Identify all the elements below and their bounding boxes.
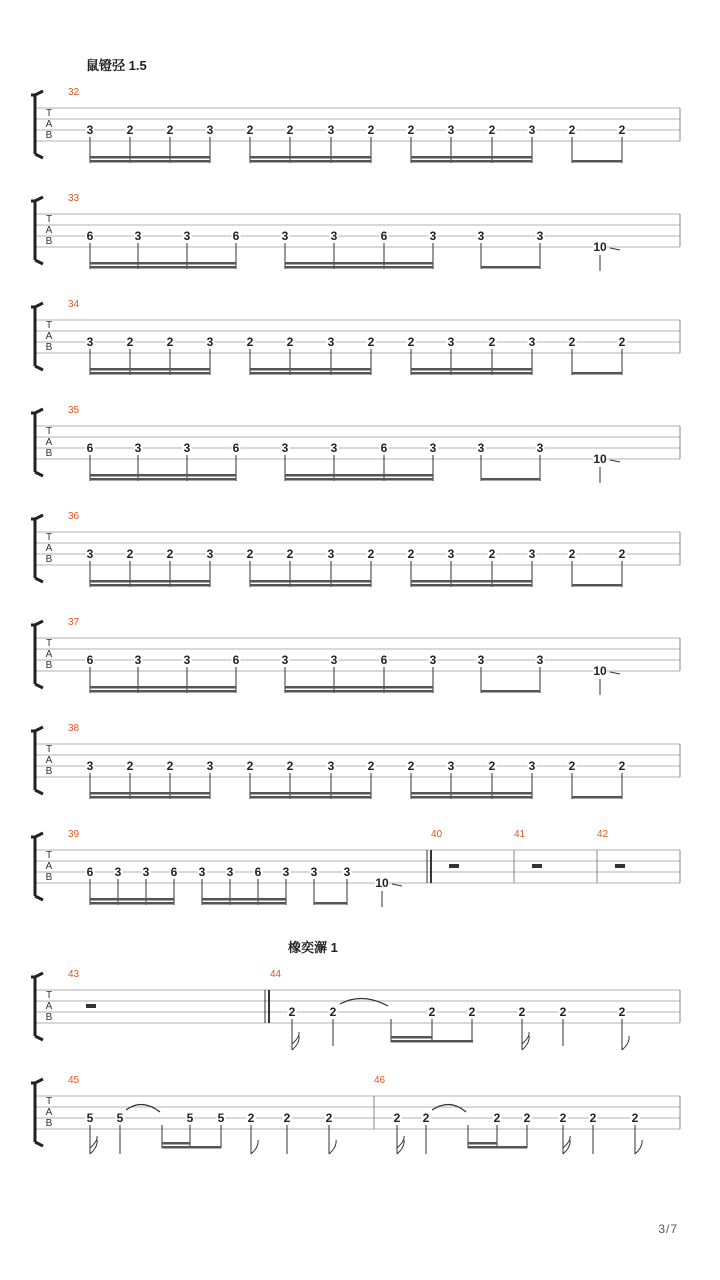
fret-number: 3 [429,653,437,667]
fret-number: 3 [206,335,214,349]
measure-number: 43 [68,969,80,980]
fret-number: 2 [618,547,626,561]
beam [285,478,433,481]
fret-number: 3 [281,441,289,455]
fret-number: 6 [232,653,240,667]
beam [314,902,347,905]
tab-clef-letter: T [45,990,53,1001]
fret-number: 2 [166,759,174,773]
fret-number: 3 [327,547,335,561]
beam [90,156,210,159]
tab-clef-letter: T [45,214,53,225]
tab-clef-letter: B [45,236,53,247]
beam [481,690,540,693]
fret-number: 10 [375,876,389,890]
fret-number: 2 [422,1111,430,1125]
system-bracket [31,307,43,370]
beam [90,372,210,375]
beam [162,1146,221,1149]
fret-number: 3 [134,229,142,243]
beam [411,368,532,371]
beam [90,796,210,799]
fret-number: 2 [283,1111,291,1125]
tab-clef-letter: T [45,320,53,331]
tab-clef-letter: B [45,872,53,883]
fret-number: 2 [367,335,375,349]
tab-clef-letter: A [45,861,53,872]
beam [250,580,371,583]
tab-clef-letter: T [45,850,53,861]
measure-number: 41 [514,829,526,840]
measure-number: 44 [270,969,282,980]
tie-arc [126,1104,160,1112]
beam [90,686,236,689]
fret-number: 2 [618,1005,626,1019]
fret-number: 6 [254,865,262,879]
beam [250,368,371,371]
fret-number: 3 [86,123,94,137]
fret-number: 2 [166,123,174,137]
system-bracket [35,727,43,731]
measure-number: 37 [68,617,80,628]
fret-number: 3 [134,653,142,667]
beam [90,898,174,901]
beam [391,1036,432,1039]
system-bracket [31,95,43,158]
beam [285,262,433,265]
fret-number: 2 [166,335,174,349]
fret-number: 3 [528,547,536,561]
fret-number: 2 [325,1111,333,1125]
beam [202,898,286,901]
tab-clef-letter: B [45,766,53,777]
fret-number: 3 [198,865,206,879]
beam [572,796,622,799]
beam [90,584,210,587]
note-flag [329,1140,336,1154]
beam [411,156,532,159]
whole-rest [615,864,625,868]
fret-number: 3 [330,653,338,667]
fret-number: 2 [367,547,375,561]
fret-number: 3 [330,229,338,243]
beam [285,266,433,269]
fret-number: 2 [488,759,496,773]
system-bracket [35,973,43,977]
tab-clef-letter: T [45,1096,53,1107]
beam [250,160,371,163]
fret-number: 6 [170,865,178,879]
fret-number: 2 [393,1111,401,1125]
fret-number: 2 [407,335,415,349]
slide-mark [610,248,620,250]
tab-clef-letter: A [45,649,53,660]
beam [285,686,433,689]
fret-number: 3 [310,865,318,879]
fret-number: 3 [183,653,191,667]
tab-clef-letter: B [45,554,53,565]
system-bracket [35,515,43,519]
tab-clef-letter: B [45,1012,53,1023]
fret-number: 2 [568,759,576,773]
fret-number: 2 [518,1005,526,1019]
system-bracket [31,413,43,476]
tab-clef-letter: T [45,108,53,119]
fret-number: 10 [593,452,607,466]
fret-number: 2 [488,547,496,561]
beam [90,478,236,481]
fret-number: 2 [568,335,576,349]
tab-clef-letter: A [45,755,53,766]
fret-number: 3 [183,229,191,243]
fret-number: 2 [488,123,496,137]
fret-number: 3 [86,547,94,561]
fret-number: 6 [86,229,94,243]
tab-clef-letter: B [45,130,53,141]
whole-rest [449,864,459,868]
fret-number: 6 [86,653,94,667]
beam [411,160,532,163]
beam [411,372,532,375]
beam [90,160,210,163]
tab-clef-letter: A [45,119,53,130]
section-label-1: 鼠镫弪 1.5 [86,58,147,73]
beam [90,580,210,583]
fret-number: 3 [206,547,214,561]
fret-number: 2 [468,1005,476,1019]
fret-number: 3 [183,441,191,455]
beam [285,474,433,477]
fret-number: 3 [536,653,544,667]
fret-number: 3 [528,335,536,349]
fret-number: 6 [232,229,240,243]
tab-clef-letter: B [45,660,53,671]
fret-number: 2 [166,547,174,561]
tab-clef-letter: A [45,1001,53,1012]
beam [411,792,532,795]
fret-number: 2 [559,1005,567,1019]
fret-number: 3 [327,759,335,773]
fret-number: 2 [631,1111,639,1125]
fret-number: 2 [589,1111,597,1125]
beam [90,474,236,477]
fret-number: 2 [126,759,134,773]
slide-mark [610,460,620,462]
fret-number: 2 [286,759,294,773]
fret-number: 3 [536,229,544,243]
fret-number: 10 [593,240,607,254]
slide-mark [610,672,620,674]
beam [481,478,540,481]
fret-number: 2 [247,1111,255,1125]
fret-number: 3 [343,865,351,879]
beam [572,160,622,163]
measure-number: 34 [68,299,80,310]
beam [162,1142,190,1145]
tab-clef-letter: B [45,342,53,353]
beam [250,792,371,795]
fret-number: 3 [281,229,289,243]
fret-number: 3 [282,865,290,879]
fret-number: 2 [286,123,294,137]
system-bracket [35,833,43,837]
beam [90,690,236,693]
fret-number: 3 [536,441,544,455]
tab-clef-letter: A [45,543,53,554]
beam [250,796,371,799]
fret-number: 2 [246,547,254,561]
tab-clef-letter: B [45,448,53,459]
fret-number: 2 [126,123,134,137]
tab-clef-letter: A [45,225,53,236]
system-bracket [35,197,43,201]
beam [572,372,622,375]
measure-number: 45 [68,1075,80,1086]
beam [202,902,286,905]
fret-number: 2 [488,335,496,349]
fret-number: 3 [114,865,122,879]
fret-number: 3 [330,441,338,455]
fret-number: 2 [367,123,375,137]
system-bracket [31,977,43,1040]
fret-number: 2 [286,547,294,561]
fret-number: 2 [407,547,415,561]
fret-number: 6 [380,229,388,243]
fret-number: 3 [477,229,485,243]
fret-number: 2 [568,123,576,137]
measure-number: 40 [431,829,443,840]
system-bracket [35,1079,43,1083]
fret-number: 10 [593,664,607,678]
measure-number: 36 [68,511,80,522]
system-bracket [35,303,43,307]
fret-number: 5 [186,1111,194,1125]
measure-number: 46 [374,1075,386,1086]
measure-number: 33 [68,193,80,204]
fret-number: 3 [477,653,485,667]
whole-rest [532,864,542,868]
fret-number: 2 [329,1005,337,1019]
tab-clef-letter: A [45,331,53,342]
beam [90,262,236,265]
fret-number: 2 [493,1111,501,1125]
measure-number: 35 [68,405,80,416]
fret-number: 3 [327,123,335,137]
fret-number: 6 [86,441,94,455]
fret-number: 2 [126,547,134,561]
fret-number: 2 [618,335,626,349]
tab-clef-letter: B [45,1118,53,1129]
fret-number: 2 [407,123,415,137]
fret-number: 3 [447,123,455,137]
measure-number: 42 [597,829,609,840]
fret-number: 2 [288,1005,296,1019]
tie-arc [340,998,388,1006]
tab-clef-letter: T [45,638,53,649]
fret-number: 3 [86,759,94,773]
fret-number: 3 [447,335,455,349]
fret-number: 6 [380,441,388,455]
system-bracket [31,201,43,264]
note-flag [622,1036,629,1050]
fret-number: 2 [559,1111,567,1125]
beam [391,1040,473,1043]
fret-number: 6 [380,653,388,667]
fret-number: 3 [142,865,150,879]
fret-number: 3 [477,441,485,455]
tab-clef-letter: T [45,532,53,543]
beam [90,902,174,905]
fret-number: 2 [246,759,254,773]
tie-arc [432,1104,466,1112]
beam [411,584,532,587]
beam [468,1142,497,1145]
measure-number: 38 [68,723,80,734]
fret-number: 6 [86,865,94,879]
beam [90,792,210,795]
fret-number: 2 [367,759,375,773]
fret-number: 2 [246,335,254,349]
beam [481,266,540,269]
fret-number: 2 [523,1111,531,1125]
note-flag [635,1140,642,1154]
system-bracket [31,625,43,688]
tab-clef-letter: A [45,1107,53,1118]
fret-number: 3 [134,441,142,455]
fret-number: 6 [232,441,240,455]
beam [285,690,433,693]
fret-number: 5 [86,1111,94,1125]
whole-rest [86,1004,96,1008]
fret-number: 3 [528,123,536,137]
fret-number: 3 [86,335,94,349]
fret-number: 2 [428,1005,436,1019]
page-number: 3/7 [658,1222,678,1236]
measure-number: 32 [68,87,80,98]
system-bracket [31,731,43,794]
note-flag [251,1140,258,1154]
beam [468,1146,527,1149]
system-bracket [35,409,43,413]
fret-number: 2 [286,335,294,349]
fret-number: 3 [447,759,455,773]
slide-mark [392,884,402,886]
beam [250,372,371,375]
fret-number: 3 [429,229,437,243]
system-bracket [31,519,43,582]
fret-number: 3 [447,547,455,561]
fret-number: 3 [226,865,234,879]
fret-number: 2 [126,335,134,349]
fret-number: 2 [618,123,626,137]
measure-number: 39 [68,829,80,840]
fret-number: 3 [206,759,214,773]
system-bracket [35,621,43,625]
beam [90,266,236,269]
fret-number: 2 [618,759,626,773]
beam [250,584,371,587]
section-label-2: 橡奕澥 1 [288,940,338,955]
fret-number: 2 [568,547,576,561]
fret-number: 2 [407,759,415,773]
beam [90,368,210,371]
system-bracket [31,837,43,900]
tab-clef-letter: T [45,426,53,437]
beam [250,156,371,159]
fret-number: 2 [246,123,254,137]
tab-clef-letter: T [45,744,53,755]
system-bracket [31,1083,43,1146]
beam [572,584,622,587]
fret-number: 3 [206,123,214,137]
tab-clef-letter: A [45,437,53,448]
fret-number: 3 [528,759,536,773]
fret-number: 3 [281,653,289,667]
fret-number: 5 [116,1111,124,1125]
beam [411,796,532,799]
fret-number: 3 [327,335,335,349]
fret-number: 3 [429,441,437,455]
beam [411,580,532,583]
system-bracket [35,91,43,95]
fret-number: 5 [217,1111,225,1125]
